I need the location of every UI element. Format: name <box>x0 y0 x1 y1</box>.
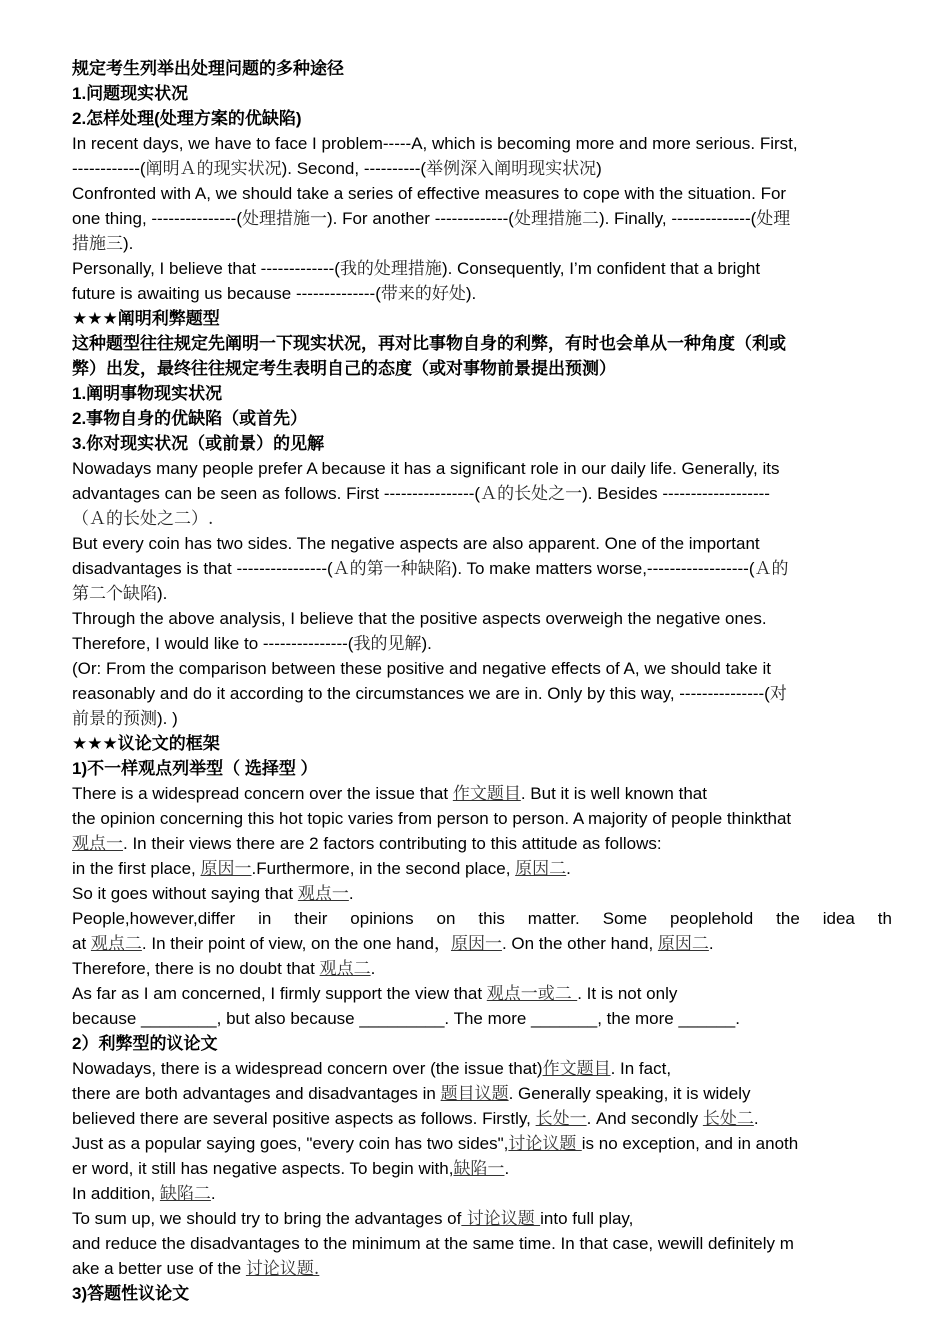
text-line <box>72 781 892 806</box>
text-span: 这种题型往往规定先阐明一下现实状况，再对比事物自身的利弊，有时也会单从一种角度（利或 <box>72 334 786 353</box>
text-span: ). Besides ------------------- <box>582 484 770 503</box>
heading-line <box>72 406 892 431</box>
text-span: 规定考生列举出处理问题的多种途径 <box>72 59 344 78</box>
heading-line <box>72 731 892 756</box>
chinese-note: 举例深入阐明现实状况 <box>426 159 597 179</box>
placeholder-blank: 缺陷一 <box>453 1159 505 1179</box>
chinese-note: 前景的预测 <box>72 709 157 729</box>
text-span: . In their views there are 2 factors contributing to this attitude as follows: <box>123 834 662 853</box>
text-line <box>72 1231 892 1256</box>
text-span: ★★★阐明利弊题型 <box>72 309 220 328</box>
text-span: . <box>753 1109 759 1128</box>
text-line <box>72 256 892 281</box>
text-span: . <box>210 1184 216 1203</box>
text-span: Therefore, I would like to ---------------( <box>72 634 354 653</box>
text-line <box>72 831 892 856</box>
text-span: . On the other hand, <box>501 934 658 953</box>
text-span: ). Consequently, I’m confident that a bright <box>441 259 761 278</box>
text-span: ) <box>596 159 602 178</box>
placeholder-blank: 作文题目 <box>542 1059 611 1079</box>
placeholder-blank: 长处一 <box>535 1109 587 1129</box>
text-line <box>72 581 892 606</box>
chinese-note: Ａ的第一种缺陷 <box>332 559 452 579</box>
text-span: 弊）出发，最终往往规定考生表明自己的态度（或对事物前景提出预测） <box>72 359 616 378</box>
placeholder-blank: 讨论议题 <box>508 1134 582 1154</box>
text-line <box>72 456 892 481</box>
text-span: ). <box>421 634 432 653</box>
text-line <box>72 231 892 256</box>
text-span: Nowadays many people prefer A because it has a significant role in our daily life. Generally, its <box>72 459 780 478</box>
text-span: ake a better use of the <box>72 1259 246 1278</box>
text-line <box>72 1081 892 1106</box>
text-span: So it goes without saying that <box>72 884 298 903</box>
chinese-note: 第二个缺陷 <box>72 584 157 604</box>
text-span: . <box>566 859 571 878</box>
placeholder-blank: 原因一 <box>450 934 502 954</box>
placeholder-blank: 长处二 <box>702 1109 754 1129</box>
text-span: . In fact, <box>610 1059 672 1078</box>
text-span: into full play, <box>540 1209 634 1228</box>
heading-line <box>72 331 892 356</box>
text-line <box>72 881 892 906</box>
placeholder-blank: 观点二 <box>90 934 142 954</box>
text-span: ★★★议论文的框架 <box>72 734 220 753</box>
text-span: Personally, I believe that -------------( <box>72 259 340 278</box>
text-span: . It is not only <box>577 984 678 1003</box>
text-line <box>72 156 892 181</box>
text-span: But every coin has two sides. The negative aspects are also apparent. One of the important <box>72 534 760 553</box>
text-span: advantages can be seen as follows. First ----------------( <box>72 484 481 503</box>
text-line <box>72 681 892 706</box>
heading-line <box>72 1281 892 1306</box>
text-span: Through the above analysis, I believe that the positive aspects overweigh the negative ones. <box>72 609 767 628</box>
text-span: ). ) <box>157 709 178 728</box>
text-span: 1)不一样观点列举型（ 选择型 ） <box>72 759 318 778</box>
placeholder-blank: 观点二 <box>319 959 371 979</box>
text-line <box>72 806 892 831</box>
text-span: 1.阐明事物现实状况 <box>72 384 223 403</box>
text-span: 2）利弊型的议论文 <box>72 1034 218 1053</box>
text-span: the opinion concerning this hot topic varies from person to person. A majority of people thinkthat <box>72 809 792 828</box>
heading-line <box>72 1031 892 1056</box>
heading-line <box>72 431 892 456</box>
text-line <box>72 706 892 731</box>
text-line <box>72 1206 892 1231</box>
heading-line <box>72 756 892 781</box>
text-span: ------------( <box>72 159 146 178</box>
text-span: . But it is well known that <box>520 784 707 803</box>
text-line <box>72 631 892 656</box>
text-span: er word, it still has negative aspects. To begin with, <box>72 1159 454 1178</box>
placeholder-blank: 观点一或二 <box>486 984 578 1004</box>
text-span: 2.怎样处理(处理方案的优缺陷) <box>72 109 302 128</box>
text-span: ). <box>157 584 168 603</box>
text-span: because ________, but also because _________. The more _______, the more ______. <box>72 1009 740 1028</box>
placeholder-blank: 观点一 <box>297 884 349 904</box>
chinese-note: Ａ的 <box>754 559 789 579</box>
text-line <box>72 1006 892 1031</box>
chinese-note: 对 <box>769 684 787 704</box>
text-span: believed there are several positive aspects as follows. Firstly, <box>72 1109 536 1128</box>
placeholder-blank: 作文题目 <box>452 784 521 804</box>
text-span: ). Finally, --------------( <box>598 209 757 228</box>
heading-line <box>72 381 892 406</box>
text-span: one thing, ---------------( <box>72 209 242 228</box>
text-line <box>72 856 892 881</box>
document-page <box>72 56 892 1306</box>
heading-line <box>72 56 892 81</box>
text-span: ). <box>123 234 134 253</box>
text-line <box>72 506 892 531</box>
text-span: there are both advantages and disadvantages in <box>72 1084 441 1103</box>
text-span: and reduce the disadvantages to the minimum at the same time. In that case, wewill definitely m <box>72 1234 794 1253</box>
text-span: . Generally speaking, it is widely <box>508 1084 751 1103</box>
text-line <box>72 531 892 556</box>
text-span: reasonably and do it according to the circumstances we are in. Only by this way, ---------------( <box>72 684 770 703</box>
text-span: .Furthermore, in the second place, <box>251 859 516 878</box>
text-line <box>72 1106 892 1131</box>
text-span: disadvantages is that ----------------( <box>72 559 333 578</box>
text-span: . And secondly <box>586 1109 703 1128</box>
chinese-note: Ａ的长处之一 <box>480 484 583 504</box>
text-line <box>72 656 892 681</box>
text-span: 3.你对现实状况（或前景）的见解 <box>72 434 325 453</box>
text-span: As far as I am concerned, I firmly support the view that <box>72 984 487 1003</box>
text-span: . <box>348 884 354 903</box>
text-span: Confronted with A, we should take a series of effective measures to cope with the situation. For <box>72 184 787 203</box>
placeholder-blank: 观点一 <box>72 834 123 854</box>
placeholder-blank: 缺陷二 <box>159 1184 211 1204</box>
text-line <box>72 1131 892 1156</box>
text-line <box>72 206 892 231</box>
text-line <box>72 181 892 206</box>
chinese-note: 处理措施一 <box>241 209 327 229</box>
text-line <box>72 1156 892 1181</box>
text-span: People,however,differ in their opinions on this matter. Some peoplehold the idea th <box>72 909 892 928</box>
text-line <box>72 1181 892 1206</box>
placeholder-blank: 讨论议题. <box>245 1259 320 1279</box>
chinese-note: 我的见解 <box>353 634 422 654</box>
text-line <box>72 481 892 506</box>
heading-line <box>72 106 892 131</box>
text-span: is no exception, and in anoth <box>581 1134 799 1153</box>
text-span: Nowadays, there is a widespread concern over (the issue that) <box>72 1059 543 1078</box>
text-line <box>72 981 892 1006</box>
text-span: . <box>370 959 376 978</box>
text-line <box>72 131 892 156</box>
placeholder-blank: 讨论议题 <box>461 1209 541 1229</box>
chinese-note: 阐明Ａ的现实状况 <box>145 159 282 179</box>
text-line <box>72 956 892 981</box>
text-span: Just as a popular saying goes, "every coin has two sides", <box>72 1134 509 1153</box>
text-span: (Or: From the comparison between these positive and negative effects of A, we should take it <box>72 659 771 678</box>
text-span: To sum up, we should try to bring the advantages of <box>72 1209 462 1228</box>
chinese-note: 带来的好处 <box>380 284 466 304</box>
text-line <box>72 1256 892 1281</box>
text-span: 2.事物自身的优缺陷（或首先） <box>72 409 308 428</box>
text-line <box>72 931 892 956</box>
text-line <box>72 556 892 581</box>
text-span: ). Second, ----------( <box>281 159 427 178</box>
text-span: ). For another -------------( <box>326 209 514 228</box>
text-span: ). To make matters worse,------------------( <box>451 559 755 578</box>
placeholder-blank: 原因二 <box>515 859 567 879</box>
text-span: In addition, <box>72 1184 160 1203</box>
text-span: . <box>504 1159 510 1178</box>
placeholder-blank: 题目议题 <box>440 1084 509 1104</box>
chinese-note: 处理 <box>756 209 791 229</box>
text-span: future is awaiting us because --------------( <box>72 284 381 303</box>
text-span: 3)答题性议论文 <box>72 1284 190 1303</box>
heading-line <box>72 81 892 106</box>
text-span: 1.问题现实状况 <box>72 84 189 103</box>
chinese-note: 我的处理措施 <box>339 259 442 279</box>
text-span: Therefore, there is no doubt that <box>72 959 320 978</box>
chinese-note: 措施三 <box>72 234 123 254</box>
text-span: There is a widespread concern over the issue that <box>72 784 453 803</box>
text-span: in the first place, <box>72 859 201 878</box>
text-span: ). <box>465 284 477 303</box>
text-span: In recent days, we have to face I problem-----A, which is becoming more and more serious. First, <box>72 134 798 153</box>
placeholder-blank: 原因一 <box>200 859 252 879</box>
heading-line <box>72 306 892 331</box>
heading-line <box>72 356 892 381</box>
text-line <box>72 606 892 631</box>
placeholder-blank: 原因二 <box>657 934 709 954</box>
text-line <box>72 1056 892 1081</box>
text-line <box>72 906 892 931</box>
text-span: at <box>72 934 91 953</box>
chinese-note: 处理措施二 <box>513 209 599 229</box>
text-span: . <box>708 934 714 953</box>
chinese-note: （Ａ的长处之二）. <box>72 509 214 529</box>
text-span: . In their point of view, on the one hand， <box>141 934 451 953</box>
text-line <box>72 281 892 306</box>
